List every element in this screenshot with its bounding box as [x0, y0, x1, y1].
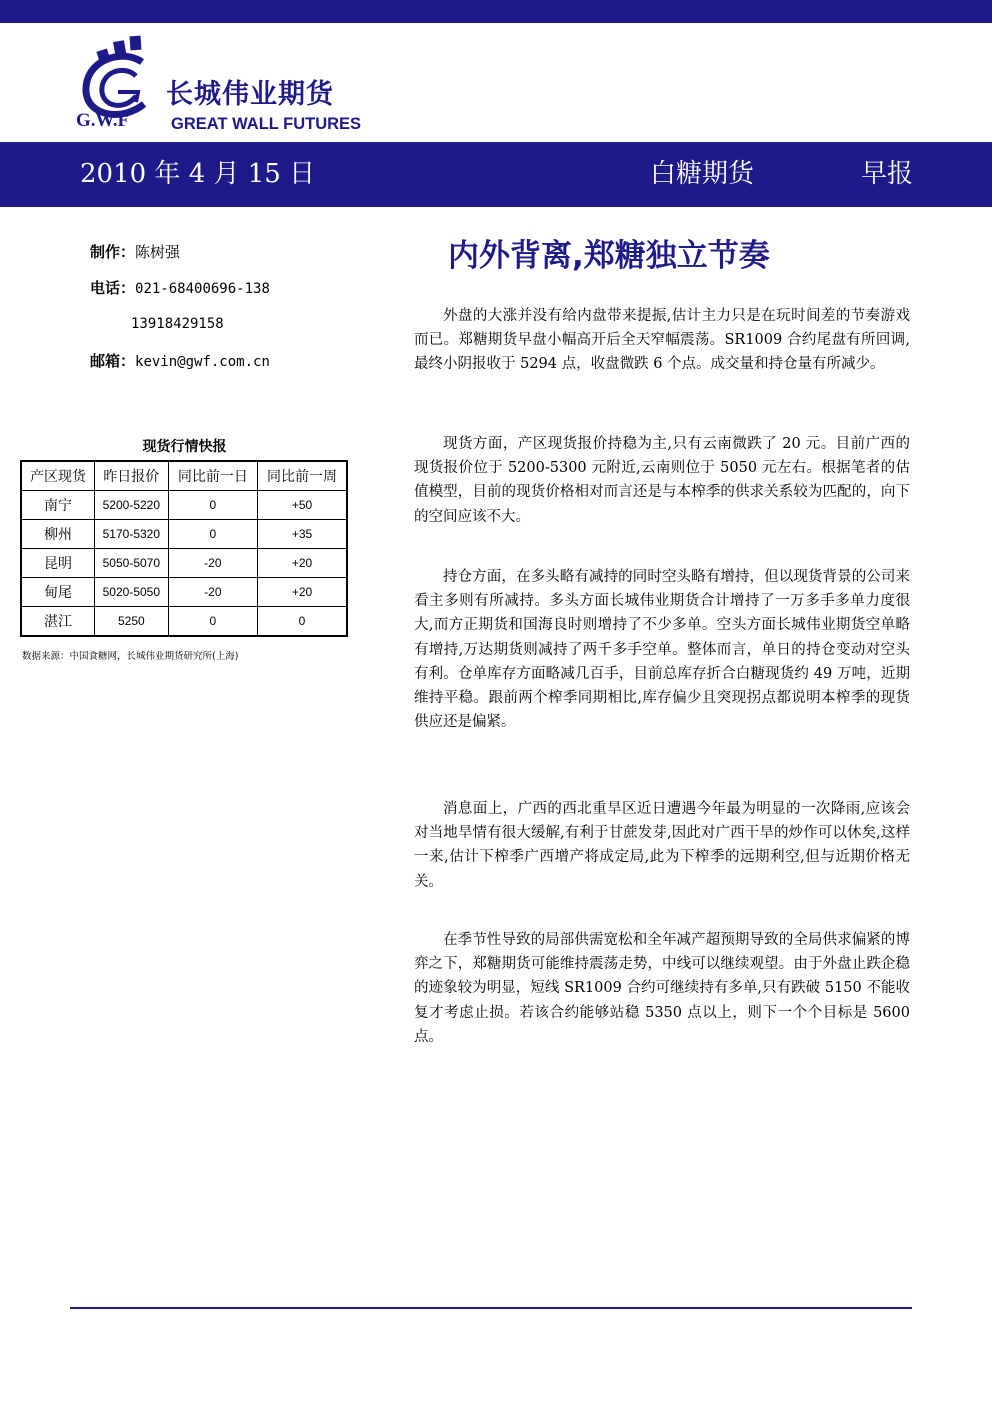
table-cell: 5050-5070 — [95, 549, 169, 578]
table-header-cell: 同比前一周 — [258, 461, 347, 491]
spot-price-table — [20, 460, 348, 637]
table-cell: 0 — [168, 520, 257, 549]
title-band — [0, 142, 992, 207]
table-cell: 柳州 — [21, 520, 95, 549]
article-paragraph: 持仓方面，在多头略有减持的同时空头略有增持，但以现货背景的公司来看主多则有所减持。多头方面长城伟业期货合计增持了一万多手多单力度很大,而方正期货和国海良时则增持了不少多单。空头方面长城伟业期货空单略有增持,万达期货则减持了两千多手空单。整体而言，单日的持仓变动对空头有利。仓单库存方面略减几百手，目前总库存折合白糖现货约 49 万吨，近期维持平稳。跟前两个榨季同期相比,库存偏少且突现拐点都说明本榨季的现货供应还是偏紧。 — [414, 569, 910, 731]
table-cell: +20 — [258, 549, 347, 578]
table-cell: 0 — [168, 607, 257, 637]
table-row — [21, 607, 347, 637]
table-header-cell: 产区现货 — [21, 461, 95, 491]
table-cell: -20 — [168, 578, 257, 607]
table-cell: +50 — [258, 491, 347, 520]
table-row — [21, 578, 347, 607]
table-cell: 湛江 — [21, 607, 95, 637]
table-cell: 5250 — [95, 607, 169, 637]
article-paragraph: 外盘的大涨并没有给内盘带来提振,估计主力只是在玩时间差的节奏游戏而已。郑糖期货早盘小幅高开后全天窄幅震荡。SR1009 合约尾盘有所回调,最终小阴报收于 5294 点，收盘微跌 6 个点。成交量和持仓量有所减少。 — [414, 308, 910, 373]
table-header-row — [21, 461, 347, 491]
email-label: 邮箱： — [90, 352, 136, 370]
phone-line — [90, 277, 270, 298]
phone-label: 电话： — [90, 279, 136, 297]
table-header-cell: 同比前一日 — [168, 461, 257, 491]
table-row — [21, 491, 347, 520]
data-source-note: 数据来源：中国食糖网，长城伟业期货研究所(上海) — [22, 651, 239, 662]
table-cell: 0 — [258, 607, 347, 637]
report-category: 白糖期货 — [650, 159, 755, 189]
top-color-bar — [0, 0, 992, 23]
table-cell: 南宁 — [21, 491, 95, 520]
table-cell: +20 — [258, 578, 347, 607]
table-header-cell: 昨日报价 — [95, 461, 169, 491]
table-row — [21, 520, 347, 549]
article-headline: 内外背离,郑糖独立节奏 — [448, 238, 770, 274]
company-name-cn: 长城伟业期货 — [166, 79, 334, 110]
author-name: 陈树强 — [135, 243, 181, 261]
report-date: 2010 年 4 月 15 日 — [80, 159, 316, 189]
table-cell: 5200-5220 — [95, 491, 169, 520]
table-cell: 昆明 — [21, 549, 95, 578]
report-type: 早报 — [861, 159, 914, 189]
article-paragraph: 现货方面，产区现货报价持稳为主,只有云南微跌了 20 元。目前广西的现货报价位于 5200-5300 元附近,云南则位于 5050 元左右。根据笔者的估值模型，目前的现货价格相对而言还是与本榨季的供求关系较为匹配的，向下的空间应该不大。 — [414, 436, 910, 525]
email-line — [90, 350, 270, 371]
phone-number-2: 13918429158 — [131, 316, 224, 332]
article-paragraph: 在季节性导致的局部供需宽松和全年减产超预期导致的全局供求偏紧的博弈之下，郑糖期货可能维持震荡走势，中线可以继续观望。由于外盘止跌企稳的迹象较为明显，短线 SR1009 合约可继续持有多单,只有跌破 5150 不能收复才考虑止损。若该合约能够站稳 5350 点以上，则下一个个目标是 5600 点。 — [414, 932, 910, 1045]
table-cell: 5020-5050 — [95, 578, 169, 607]
footer-divider — [70, 1307, 912, 1309]
company-name-en: GREAT WALL FUTURES — [171, 115, 362, 133]
phone-line-2 — [131, 314, 224, 332]
company-abbreviation: G.W.F — [76, 110, 130, 131]
table-cell: 5170-5320 — [95, 520, 169, 549]
spot-table-title: 现货行情快报 — [142, 439, 227, 455]
phone-number-1: 021-68400696-138 — [135, 281, 270, 297]
email-address: kevin@gwf.com.cn — [135, 354, 270, 370]
table-cell: 0 — [168, 491, 257, 520]
author-line — [90, 241, 180, 262]
table-row — [21, 549, 347, 578]
author-label: 制作： — [90, 243, 136, 261]
table-cell: +35 — [258, 520, 347, 549]
table-cell: -20 — [168, 549, 257, 578]
article-paragraph: 消息面上，广西的西北重旱区近日遭遇今年最为明显的一次降雨,应该会对当地旱情有很大缓解,有利于甘蔗发芽,因此对广西干旱的炒作可以休矣,这样一来,估计下榨季广西增产将成定局,此为下榨季的远期利空,但与近期价格无关。 — [414, 801, 910, 890]
table-cell: 甸尾 — [21, 578, 95, 607]
